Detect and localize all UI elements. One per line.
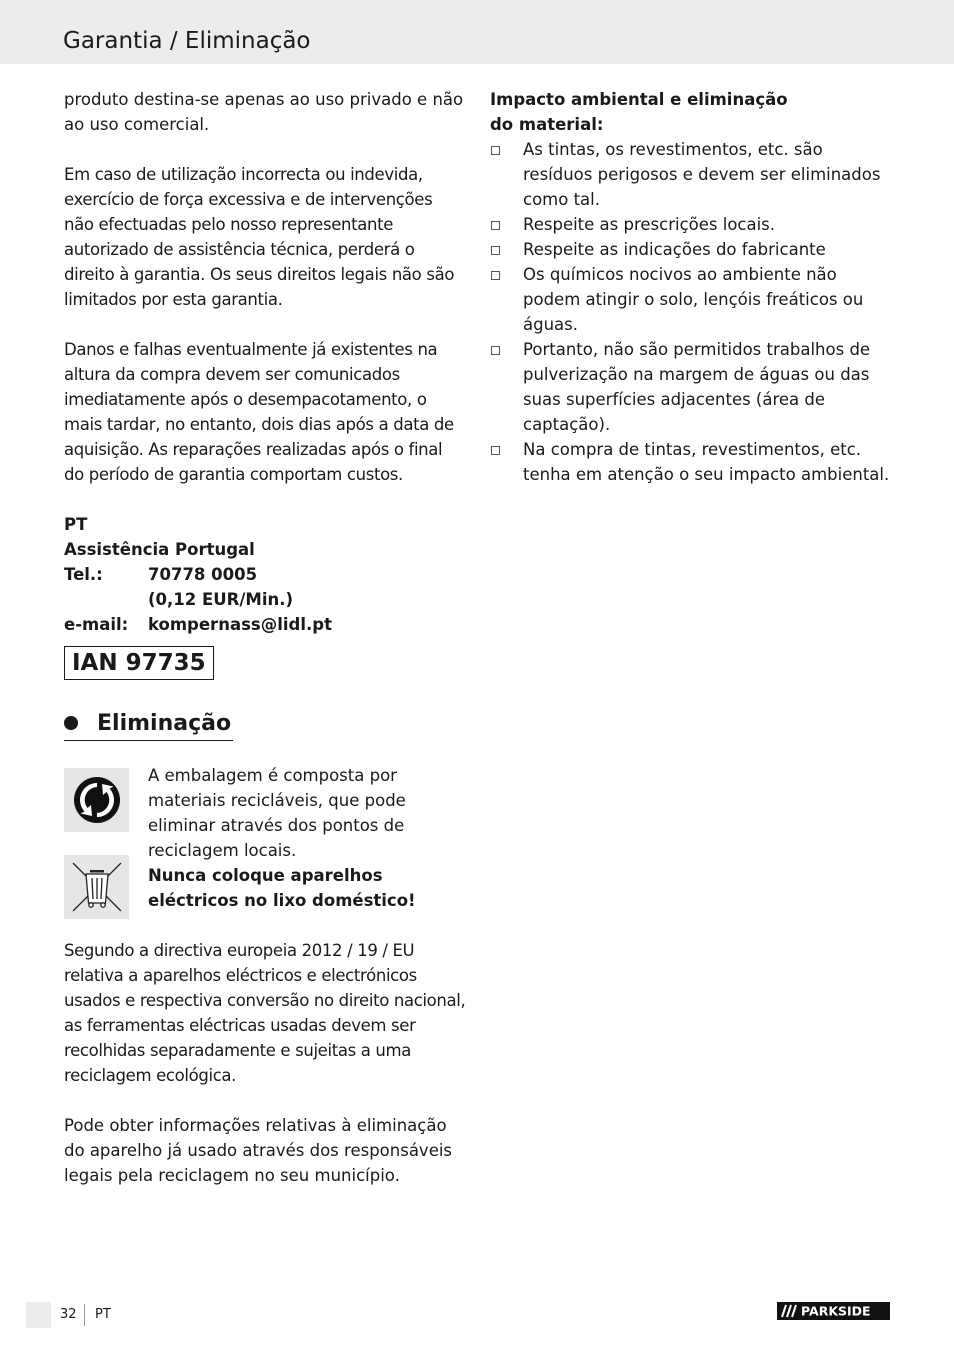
contact-phone-row (64, 562, 466, 587)
phone-number: 70778 0005 (148, 565, 258, 584)
weee-warning: Nunca coloque aparelhos eléctricos no lixo doméstico! (148, 866, 416, 910)
contact-rate-row (64, 587, 466, 612)
list-item: Respeite as prescrições locais. (490, 212, 890, 237)
list-item: Os químicos nocivos ao ambiente não podem atingir o solo, lençóis freáticos ou águas. (490, 262, 890, 337)
directive-text: Segundo a directiva europeia 2012 / 19 / EU relativa a aparelhos eléctricos e electrónicos usados e respectiva conversão no direito nacional, as ferramentas eléctricas usadas devem ser recolhidas separadamente e sujeitas a uma reciclagem ecológica. (64, 941, 466, 1085)
email-label: e-mail: (64, 615, 129, 634)
warranty-paragraph-1: produto destina-se apenas ao uso privado e não ao uso comercial. (64, 90, 464, 134)
packaging-text: A embalagem é composta por materiais recicláveis, que pode eliminar através dos pontos de reciclagem locais. (148, 766, 406, 860)
disposal-info-text: Pode obter informações relativas à eliminação do aparelho já usado através dos responsáveis legais pela reciclagem no seu município. (64, 1116, 453, 1185)
parkside-logo (777, 1302, 890, 1320)
crossed-out-wheelie-bin-icon (64, 855, 129, 919)
disposal-body (64, 938, 466, 1188)
bullet-dot-icon (64, 716, 78, 730)
right-column (490, 87, 890, 487)
contact-email-row (64, 612, 466, 637)
environment-heading: Impacto ambiental e eliminação do material: (490, 90, 788, 134)
footer-divider (84, 1304, 85, 1326)
recycling-green-dot-icon (64, 768, 129, 832)
contact-country: PT (64, 515, 88, 534)
page-title: Garantia / Eliminação (63, 28, 311, 54)
list-item: Respeite as indicações do fabricante (490, 237, 890, 262)
disposal-heading (64, 706, 233, 741)
list-item: Portanto, não são permitidos trabalhos de pulverização na margem de águas ou das suas superfícies adjacentes (área de captação). (490, 337, 890, 437)
phone-label: Tel.: (64, 565, 103, 584)
environment-list (490, 137, 890, 487)
disposal-heading-text: Eliminação (97, 710, 232, 736)
footer-marker (26, 1302, 51, 1328)
left-column (64, 87, 466, 680)
brand-name: PARKSIDE (801, 1303, 871, 1319)
contact-service-name: Assistência Portugal (64, 540, 255, 559)
page-number: 32 (60, 1307, 77, 1322)
warranty-paragraph-3: Danos e falhas eventualmente já existentes na altura da compra devem ser comunicados imediatamente após o desempacotamento, o mais tardar, no entanto, dois dias após a data de aquisição. As reparações realizadas após o final do período de garantia comportam custos. (64, 340, 454, 484)
email-address: kompernass@lidl.pt (148, 615, 332, 634)
page-header (0, 0, 954, 64)
list-item: As tintas, os revestimentos, etc. são resíduos perigosos e devem ser eliminados como tal. (490, 137, 890, 212)
phone-rate: (0,12 EUR/Min.) (148, 590, 294, 609)
list-item: Na compra de tintas, revestimentos, etc. tenha em atenção o seu impacto ambiental. (490, 437, 890, 487)
footer-language: PT (95, 1307, 111, 1322)
ian-number-box: IAN 97735 (64, 646, 214, 680)
service-contact (64, 512, 466, 637)
warranty-paragraph-2: Em caso de utilização incorrecta ou indevida, exercício de força excessiva e de intervenções não efectuadas pelo nosso representante autorizado de assistência técnica, perderá o direito à garantia. Os seus direitos legais não são limitados por esta garantia. (64, 165, 455, 309)
